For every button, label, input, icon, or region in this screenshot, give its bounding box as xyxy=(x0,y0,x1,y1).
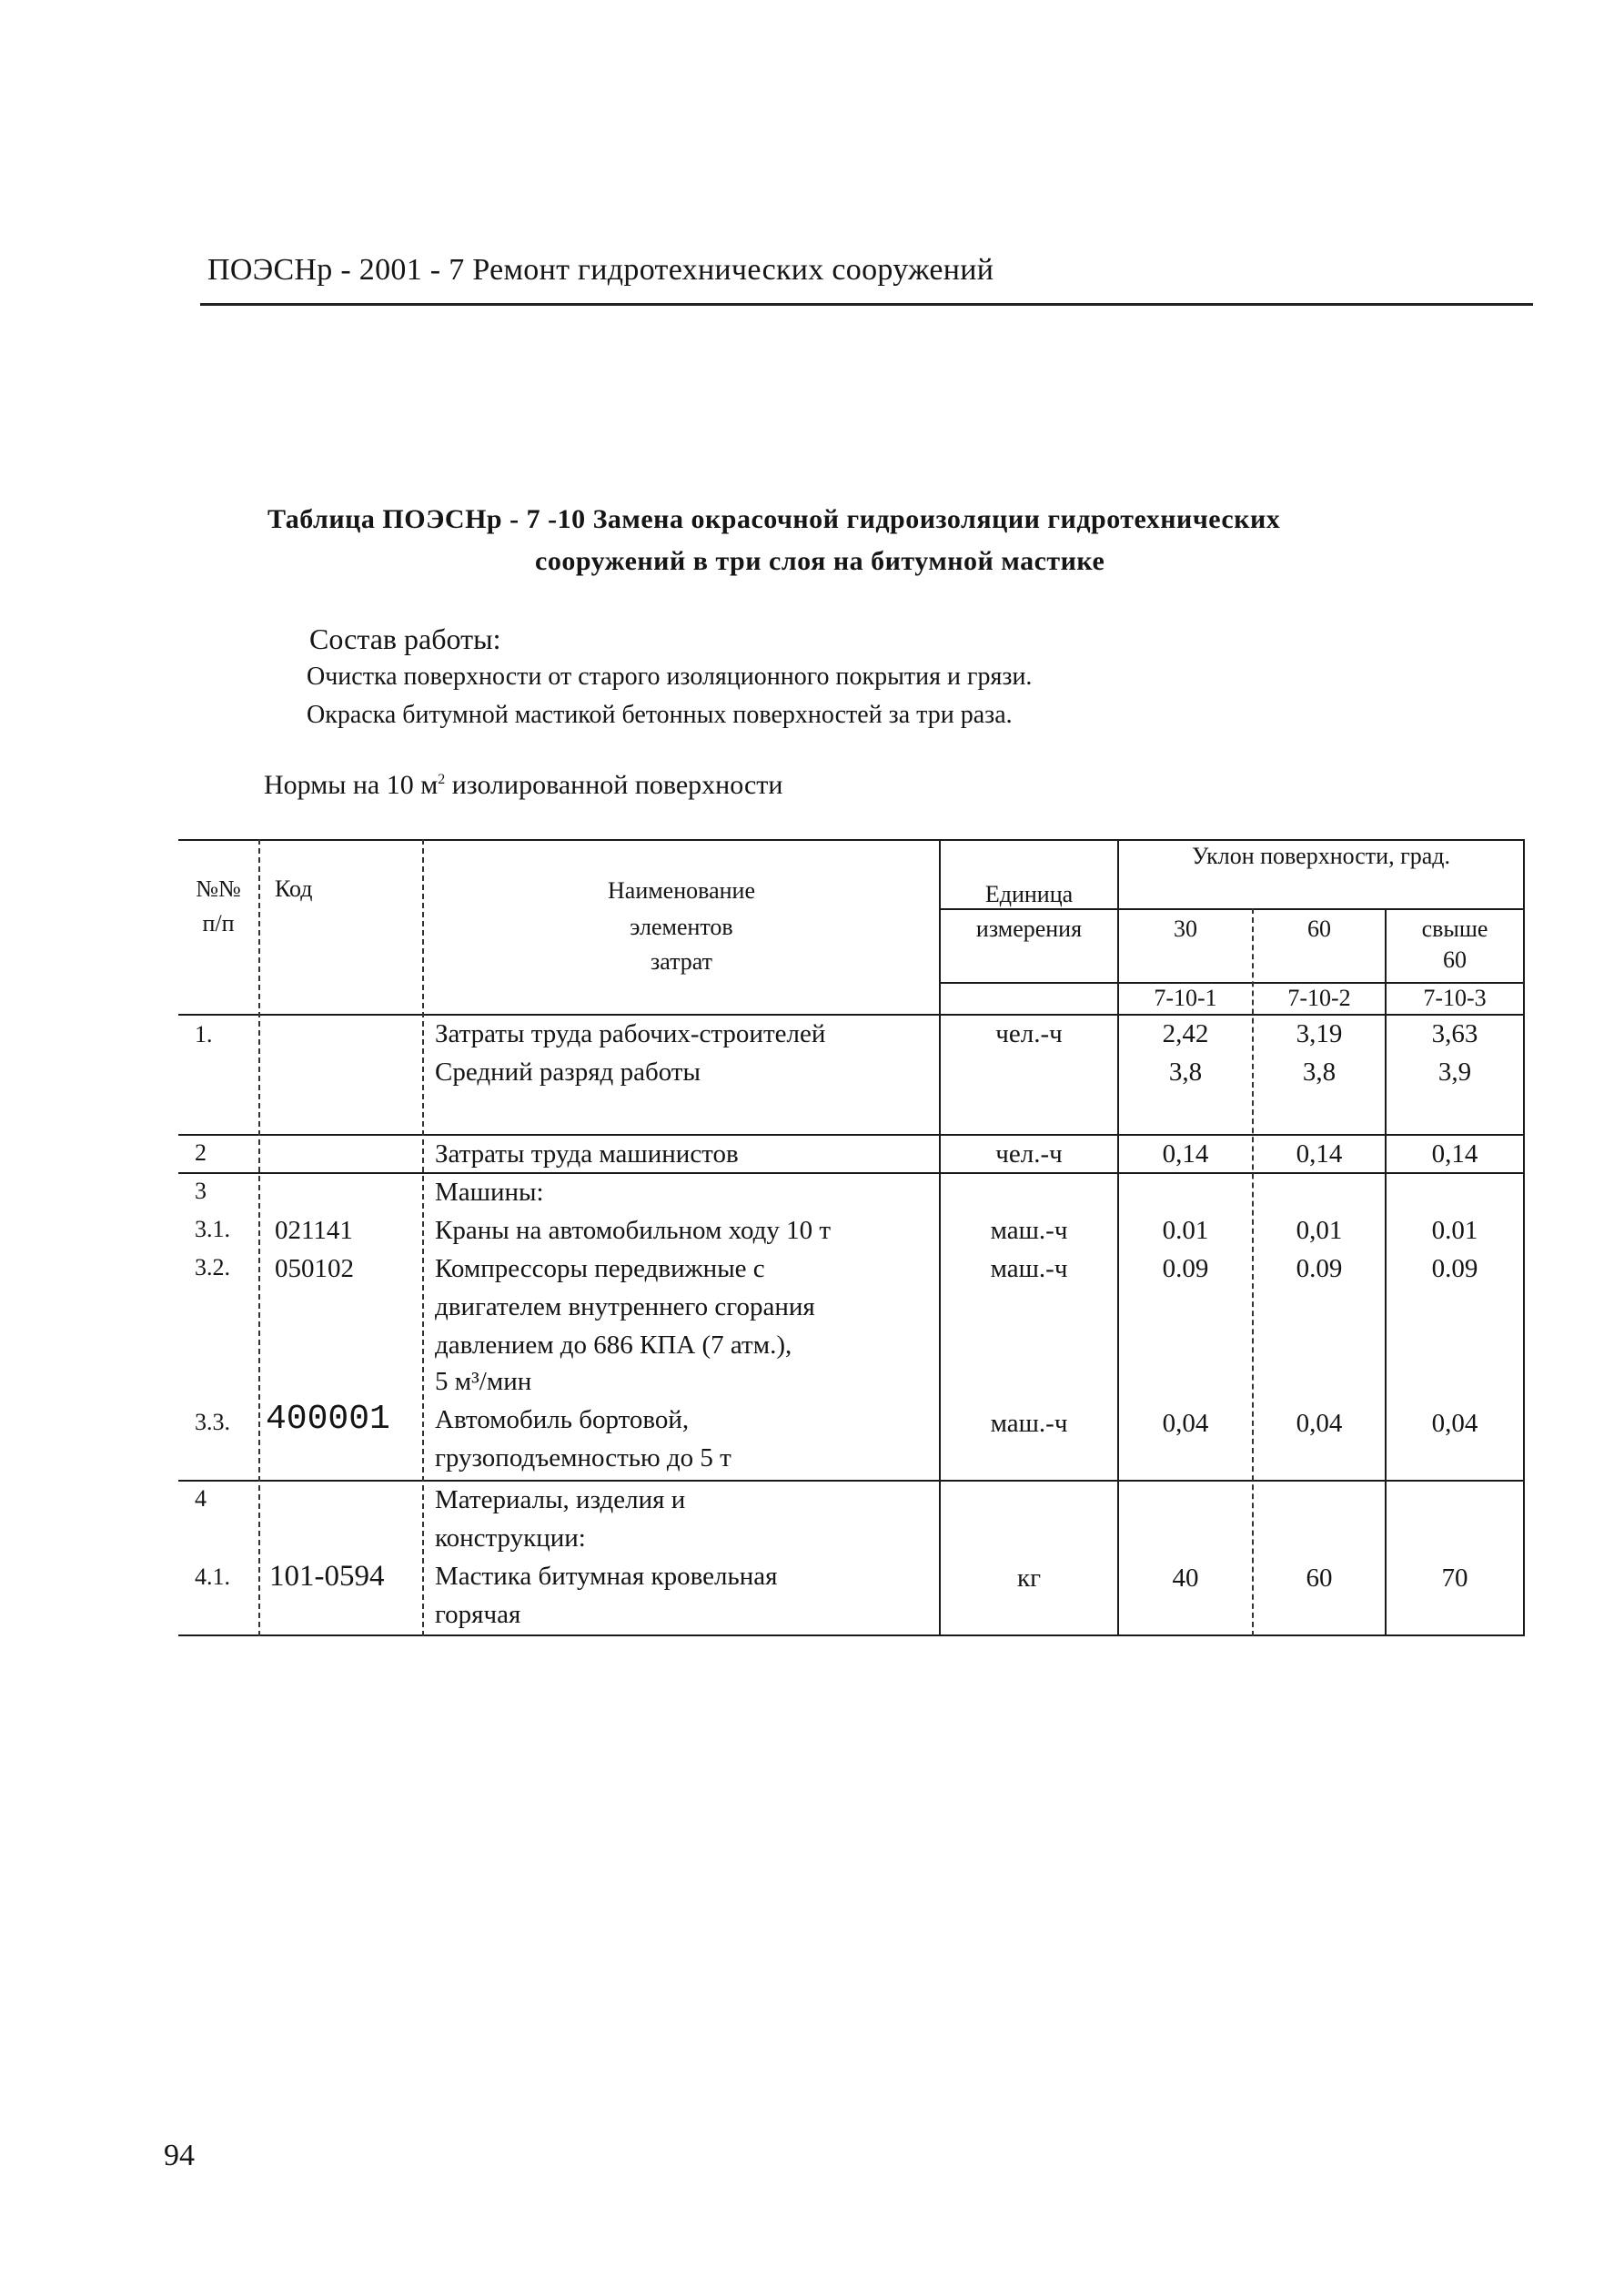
row-1-num: 1. xyxy=(195,1021,213,1047)
row-1-name: Затраты труда рабочих-строителей xyxy=(435,1019,826,1048)
slope-group-rule xyxy=(941,908,1525,910)
col-header-unit-line1: Единица xyxy=(984,881,1074,907)
header-rule xyxy=(200,303,1533,306)
header-bottom-rule xyxy=(178,1014,1525,1016)
norm-code-7-10-2: 7-10-2 xyxy=(1287,985,1351,1011)
num-code-divider xyxy=(258,839,260,1636)
row-3-2-name-line1: Компрессоры передвижные с xyxy=(435,1254,765,1283)
row-3-2-code: 050102 xyxy=(275,1254,354,1283)
composition-line-1: Очистка поверхности от старого изоляционного покрытия и грязи. xyxy=(307,663,1033,691)
row-2-value-1: 0,14 xyxy=(1162,1139,1209,1169)
row-3-name: Машины: xyxy=(435,1178,544,1207)
row-3-num: 3 xyxy=(195,1178,207,1204)
row-4-1-unit: кг xyxy=(1017,1564,1041,1593)
row-2-value-3: 0,14 xyxy=(1431,1139,1478,1169)
table-bottom-rule xyxy=(178,1634,1525,1636)
row-3-2-name-line3: давлением до 686 КПА (7 атм.), xyxy=(435,1331,792,1360)
norms-superscript: 2 xyxy=(438,772,446,787)
row-4-1-name-line2: горячая xyxy=(435,1600,521,1629)
col-header-num-line1: №№ xyxy=(196,875,241,902)
row-1-value-1: 2,42 xyxy=(1162,1019,1209,1048)
row-3-3-name-line1: Автомобиль бортовой, xyxy=(435,1405,690,1434)
row-3-1-code: 021141 xyxy=(275,1216,353,1245)
row-4-1-code: 101-0594 xyxy=(269,1560,385,1593)
row-1b-value-2: 3,8 xyxy=(1302,1058,1337,1087)
row-3-3-code: 400001 xyxy=(266,1400,390,1439)
row-4-1-num: 4.1. xyxy=(195,1564,230,1590)
row-4-1-value-3: 70 xyxy=(1441,1564,1468,1593)
slope-values-rule xyxy=(941,982,1525,984)
row-3-2-value-1: 0.09 xyxy=(1162,1254,1209,1283)
row-3-2-value-2: 0.09 xyxy=(1296,1254,1343,1283)
row-3-1-num: 3.1. xyxy=(195,1216,230,1242)
row-4-name-line2: конструкции: xyxy=(435,1523,586,1553)
row-4-1-name-line1: Мастика битумная кровельная xyxy=(435,1562,778,1591)
row-1b-value-1: 3,8 xyxy=(1168,1058,1203,1087)
row-3-3-num: 3.3. xyxy=(195,1409,230,1435)
row-2-num: 2 xyxy=(195,1139,207,1166)
row-4-1-value-2: 60 xyxy=(1306,1564,1333,1593)
row-3-1-value-2: 0,01 xyxy=(1296,1216,1343,1245)
row-1-value-2: 3,19 xyxy=(1296,1019,1343,1048)
row-3-3-value-2: 0,04 xyxy=(1296,1409,1343,1438)
row-3-2-name-line4: 5 м³/мин xyxy=(435,1367,532,1396)
row-2-value-2: 0,14 xyxy=(1296,1139,1343,1169)
row-3-1-name: Краны на автомобильном ходу 10 т xyxy=(435,1216,832,1245)
col-header-name-line1: Наименование xyxy=(608,877,755,904)
row-1-value-3: 3,63 xyxy=(1431,1019,1478,1048)
row-1b-value-3: 3,9 xyxy=(1437,1058,1472,1087)
col-header-num-line2: п/п xyxy=(202,910,235,936)
row-3-3-value-1: 0,04 xyxy=(1162,1409,1209,1438)
table-right-rule xyxy=(1523,839,1525,1636)
col-header-code: Код xyxy=(275,875,313,902)
row2-bottom-rule xyxy=(178,1172,1525,1174)
norms-table xyxy=(178,839,1525,1636)
row-3-2-num: 3.2. xyxy=(195,1254,230,1280)
table-title-line1: Таблица ПОЭСНр - 7 -10 Замена окрасочной гидроизоляции гидротехнических xyxy=(267,504,1281,534)
col-header-slope-over60-line1: свыше xyxy=(1421,916,1488,942)
norms-text-after: изолированной поверхности xyxy=(451,770,783,800)
norm-code-7-10-1: 7-10-1 xyxy=(1154,985,1217,1011)
row3-bottom-rule xyxy=(178,1480,1525,1482)
col-header-name-line3: затрат xyxy=(650,948,713,975)
col-header-slope-group: Уклон поверхности, град. xyxy=(1191,843,1451,869)
row-4-num: 4 xyxy=(195,1485,207,1512)
norms-caption xyxy=(264,770,782,801)
row-3-2-unit: маш.-ч xyxy=(990,1254,1068,1283)
row-1-unit: чел.-ч xyxy=(995,1019,1063,1048)
row-3-3-name-line2: грузоподъемностью до 5 т xyxy=(435,1443,731,1472)
row-4-1-value-1: 40 xyxy=(1172,1564,1199,1593)
norm-code-7-10-3: 7-10-3 xyxy=(1423,985,1487,1011)
row-3-2-value-3: 0.09 xyxy=(1431,1254,1478,1283)
page-number: 94 xyxy=(164,2139,195,2172)
row1-bottom-rule xyxy=(178,1134,1525,1136)
row-3-2-name-line2: двигателем внутреннего сгорания xyxy=(435,1292,815,1321)
row-1b-name: Средний разряд работы xyxy=(435,1058,701,1087)
row-3-3-unit: маш.-ч xyxy=(990,1409,1068,1438)
col-header-unit-line2: измерения xyxy=(975,916,1083,942)
row-3-1-unit: маш.-ч xyxy=(990,1216,1068,1245)
row-3-3-value-3: 0,04 xyxy=(1431,1409,1478,1438)
table-title-line2: сооружений в три слоя на битумной мастике xyxy=(535,546,1105,576)
composition-heading: Состав работы: xyxy=(309,622,501,655)
row-4-name-line1: Материалы, изделия и xyxy=(435,1485,686,1514)
document-header: ПОЭСНр - 2001 - 7 Ремонт гидротехнических сооружений xyxy=(207,253,994,287)
col-header-slope-60: 60 xyxy=(1307,916,1331,942)
col-header-slope-30: 30 xyxy=(1174,916,1197,942)
row-2-name: Затраты труда машинистов xyxy=(435,1139,739,1169)
row-2-unit: чел.-ч xyxy=(995,1139,1063,1169)
col-header-slope-over60-line2: 60 xyxy=(1443,946,1467,973)
composition-line-2: Окраска битумной мастикой бетонных поверхностей за три раза. xyxy=(307,701,1013,729)
norms-text-before: Нормы на 10 м xyxy=(264,770,439,800)
table-top-rule xyxy=(178,839,1525,841)
row-3-1-value-1: 0.01 xyxy=(1162,1216,1209,1245)
row-3-1-value-3: 0.01 xyxy=(1431,1216,1478,1245)
col-header-name-line2: элементов xyxy=(630,914,733,940)
